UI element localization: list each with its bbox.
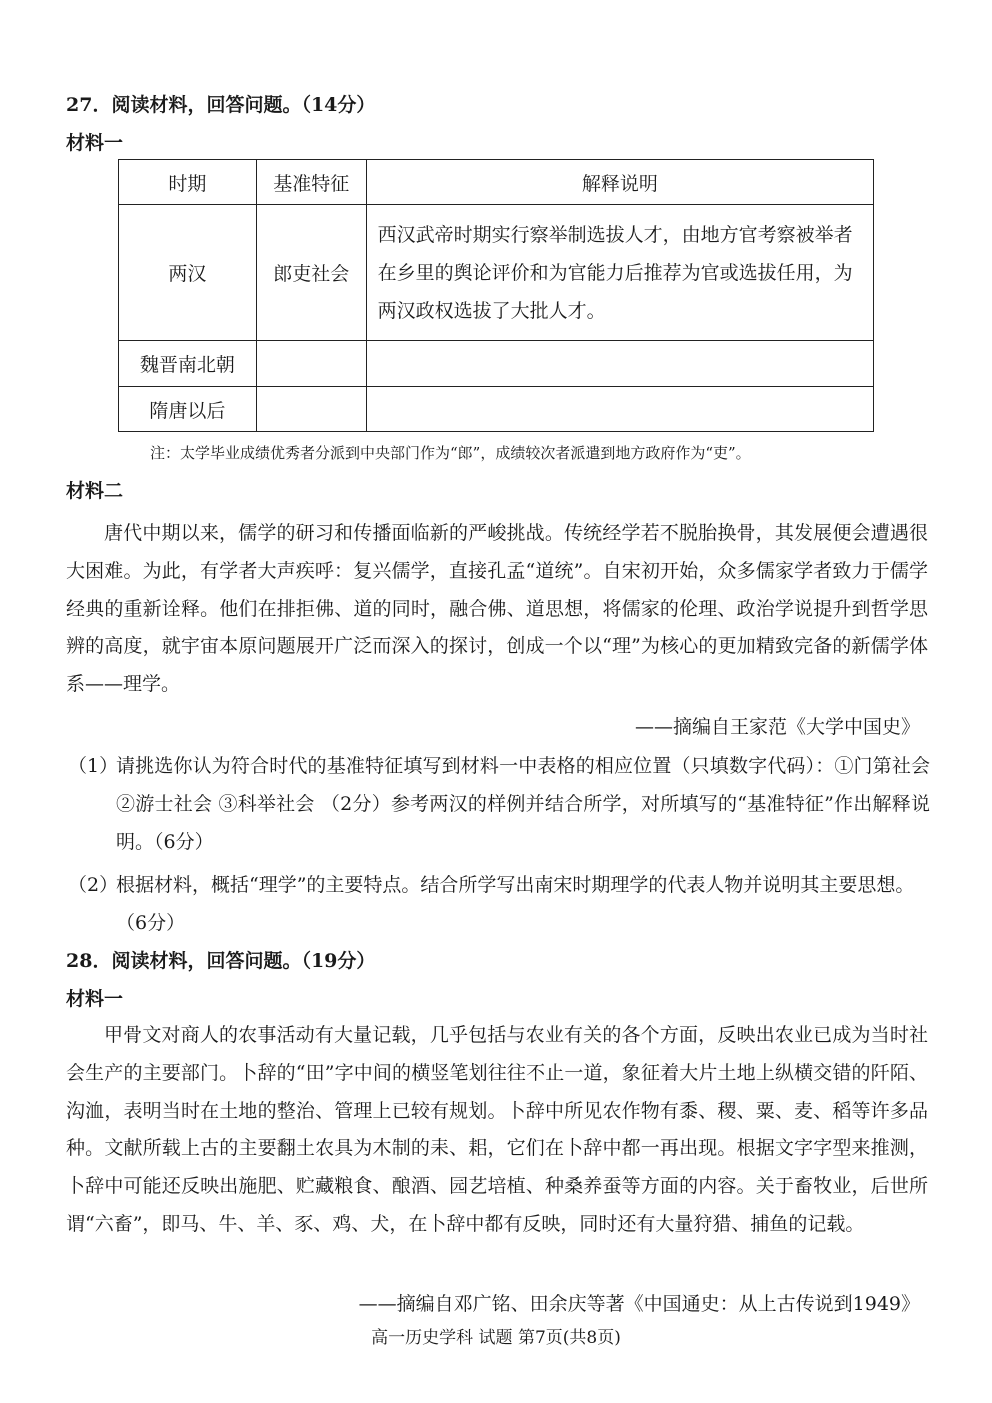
question-28-title: 28．阅读材料，回答问题。（19分） xyxy=(66,950,376,972)
period-cell: 隋唐以后 xyxy=(119,387,257,432)
header-period: 时期 xyxy=(119,160,257,205)
feature-cell-empty xyxy=(256,341,366,387)
sub-question-score: （6分） xyxy=(116,912,186,934)
explanation-cell-empty xyxy=(366,341,873,387)
table-header-row xyxy=(119,160,874,205)
page-footer: 高一历史学科 试题 第7页(共8页) xyxy=(371,1328,621,1348)
q27-sub-question-1 xyxy=(68,747,930,861)
period-cell: 两汉 xyxy=(119,205,257,341)
question-27-title: 27．阅读材料，回答问题。（14分） xyxy=(66,94,376,116)
header-feature: 基准特征 xyxy=(256,160,366,205)
explanation-cell: 西汉武帝时期实行察举制选拔人才，由地方官考察被举者在乡里的舆论评价和为官能力后推荐为官或选拔任用，为两汉政权选拔了大批人才。 xyxy=(366,205,873,341)
q27-material-2-text: 唐代中期以来，儒学的研习和传播面临新的严峻挑战。传统经学若不脱胎换骨，其发展便会遭遇很大困难。为此，有学者大声疾呼：复兴儒学，直接孔孟“道统”。自宋初开始，众多儒家学者致力于儒学经典的重新诠释。他们在排拒佛、道的同时，融合佛、道思想，将儒家的伦理、政治学说提升到哲学思辨的高度，就宇宙本原问题展开广泛而深入的探讨，创成一个以“理”为核心的更加精致完备的新儒学体系——理学。 xyxy=(66,522,928,696)
material-table xyxy=(118,159,874,432)
sub-question-number: （2） xyxy=(68,874,119,896)
period-cell: 魏晋南北朝 xyxy=(119,341,257,387)
q27-material-2-source: ——摘编自王家范《大学中国史》 xyxy=(634,716,920,738)
q28-material-1-text: 甲骨文对商人的农事活动有大量记载，几乎包括与农业有关的各个方面，反映出农业已成为当时社会生产的主要部门。卜辞的“田”字中间的横竖笔划往往不止一道，象征着大片土地上纵横交错的阡陌、沟洫，表明当时在土地的整治、管理上已较有规划。卜辞中所见农作物有黍、稷、粟、麦、稻等许多品种。文献所载上古的主要翻土农具为木制的耒、耜，它们在卜辞中都一再出现。根据文字字型来推测，卜辞中可能还反映出施肥、贮藏粮食、酿酒、园艺培植、种桑养蚕等方面的内容。关于畜牧业，后世所谓“六畜”，即马、牛、羊、豕、鸡、犬，在卜辞中都有反映，同时还有大量狩猎、捕鱼的记载。 xyxy=(66,1024,928,1235)
q27-material-1-label: 材料一 xyxy=(66,132,124,154)
sub-question-number: （1） xyxy=(68,755,119,777)
q28-material-1-source: ——摘编自邓广铭、田余庆等著《中国通史：从上古传说到1949》 xyxy=(358,1293,920,1315)
header-explanation: 解释说明 xyxy=(366,160,873,205)
table-note: 注：太学毕业成绩优秀者分派到中央部门作为“郎”，成绩较次者派遣到地方政府作为“吏”。 xyxy=(150,444,751,462)
feature-cell: 郎吏社会 xyxy=(256,205,366,341)
table-row xyxy=(119,387,874,432)
sub-question-text: 请挑选你认为符合时代的基准特征填写到材料一中表格的相应位置（只填数字代码）：①门第社会 ②游士社会 ③科举社会 （2分）参考两汉的样例并结合所学，对所填写的“基准特征”作出解释说明。（6分） xyxy=(116,755,930,853)
feature-cell-empty xyxy=(256,387,366,432)
table-row xyxy=(119,341,874,387)
explanation-cell-empty xyxy=(366,387,873,432)
q27-material-2-label: 材料二 xyxy=(66,480,124,502)
q27-sub-question-2 xyxy=(68,866,930,942)
table-row xyxy=(119,205,874,341)
q28-material-1-label: 材料一 xyxy=(66,988,124,1010)
sub-question-text: 根据材料，概括“理学”的主要特点。结合所学写出南宋时期理学的代表人物并说明其主要思想。 xyxy=(116,874,915,896)
